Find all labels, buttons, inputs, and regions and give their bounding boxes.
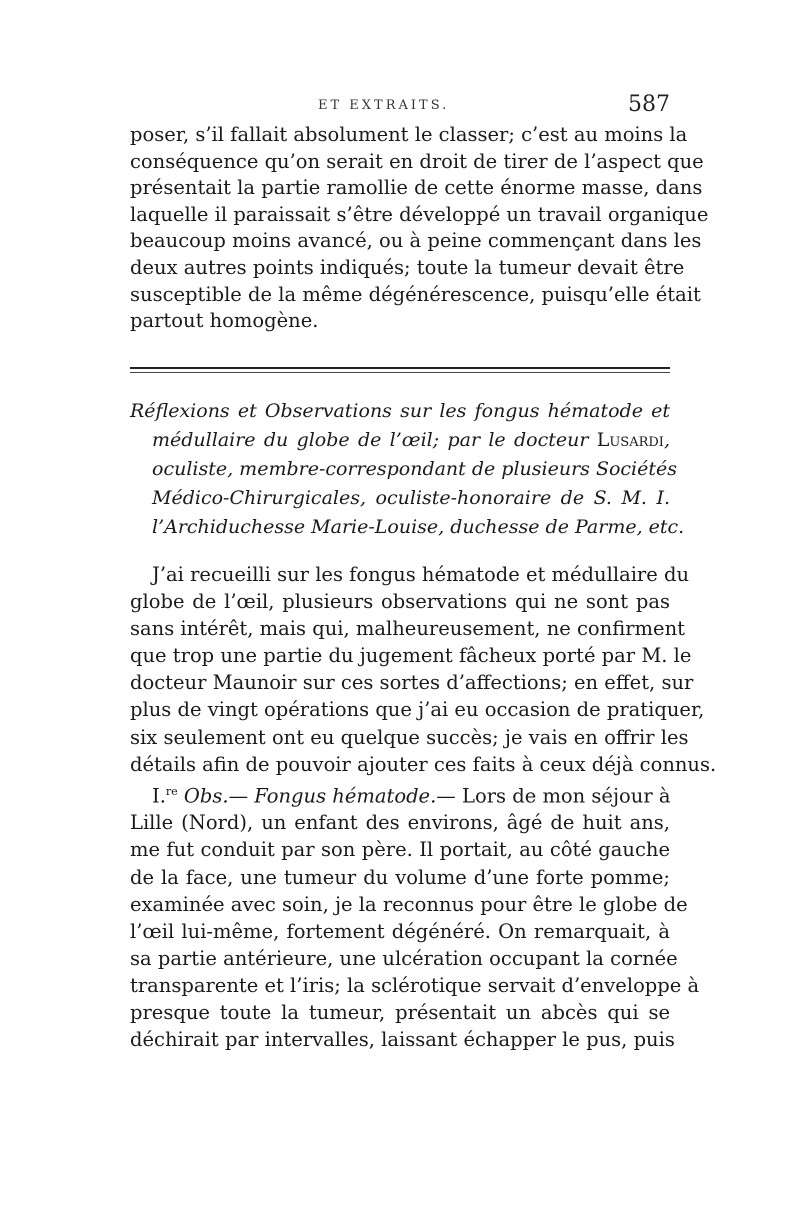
text-line: presque toute la tumeur, présentait un abcès qui se bbox=[130, 1001, 670, 1024]
article-title bbox=[130, 397, 685, 542]
observation-number-sup: re bbox=[165, 784, 178, 798]
text-line: sa partie antérieure, une ulcération occupant la cornée bbox=[130, 946, 678, 970]
title-line: Médico-Chirurgicales, oculiste-honoraire de S. M. I. bbox=[152, 487, 670, 509]
section-divider-thick bbox=[130, 367, 670, 369]
text-line: deux autres points indiqués; toute la tumeur devait être bbox=[130, 255, 685, 279]
text-line: poser, s’il fallait absolument le classer; c’est au moins la bbox=[130, 123, 688, 146]
text-line: laquelle il paraissait s’être développé un travail organique bbox=[130, 202, 709, 226]
observation-text: Lors de mon séjour à bbox=[462, 784, 671, 808]
text-line: que trop une partie du jugement fâcheux porté par M. le bbox=[130, 644, 692, 668]
text-line: sans intérêt, mais qui, malheureusement, ne confirment bbox=[130, 617, 685, 641]
text-line: détails afin de pouvoir ajouter ces faits à ceux déjà connus. bbox=[130, 752, 717, 776]
title-line: Réflexions et Observations sur les fongus hématode et bbox=[130, 400, 670, 422]
text-line: globe de l’œil, plusieurs observations qui ne sont pas bbox=[130, 590, 670, 614]
text-line: l’œil lui-même, fortement dégénéré. On remarquait, à bbox=[130, 919, 670, 943]
title-line-text: médullaire du globe de l’œil; par le docteur bbox=[152, 429, 589, 451]
page-header bbox=[130, 92, 670, 120]
text-line: J’ai recueilli sur les fongus hématode et médullaire du bbox=[152, 563, 690, 586]
observation-label: Obs.— Fongus hématode.— bbox=[183, 784, 456, 808]
intro-paragraph bbox=[130, 122, 709, 335]
author-name: Lusardi bbox=[596, 429, 664, 451]
text-line: susceptible de la même dégénérescence, puisqu’elle était bbox=[130, 282, 701, 306]
running-head: ET EXTRAITS. bbox=[318, 98, 450, 113]
page-number: 587 bbox=[628, 92, 670, 117]
text-line: déchirait par intervalles, laissant échapper le pus, puis bbox=[130, 1028, 675, 1052]
article-body bbox=[130, 561, 717, 1053]
title-line-punct: , bbox=[663, 429, 670, 451]
text-line: partout homogène. bbox=[130, 309, 319, 333]
text-line: six seulement ont eu quelque succès; je vais en offrir les bbox=[130, 725, 689, 749]
observation-heading-line bbox=[130, 778, 670, 810]
title-line bbox=[130, 426, 670, 455]
text-line: conséquence qu’on serait en droit de tirer de l’aspect que bbox=[130, 149, 704, 173]
text-line: plus de vingt opérations que j’ai eu occasion de pratiquer, bbox=[130, 698, 705, 722]
observation-number: I. bbox=[152, 784, 166, 808]
text-line: Lille (Nord), un enfant des environs, âgé de huit ans, bbox=[130, 811, 670, 835]
title-line: oculiste, membre-correspondant de plusieurs Sociétés bbox=[152, 458, 677, 480]
text-line: me fut conduit par son père. Il portait, au côté gauche bbox=[130, 838, 670, 862]
text-line: docteur Maunoir sur ces sortes d’affections; en effet, sur bbox=[130, 671, 694, 695]
title-line: l’Archiduchesse Marie-Louise, duchesse de Parme, etc. bbox=[152, 516, 685, 538]
text-line: de la face, une tumeur du volume d’une forte pomme; bbox=[130, 865, 670, 889]
text-line: présentait la partie ramollie de cette énorme masse, dans bbox=[130, 176, 703, 200]
text-line: examinée avec soin, je la reconnus pour être le globe de bbox=[130, 892, 688, 916]
text-line: transparente et l’iris; la sclérotique servait d’enveloppe à bbox=[130, 973, 700, 997]
text-line: beaucoup moins avancé, ou à peine commençant dans les bbox=[130, 229, 702, 253]
section-divider-thin bbox=[130, 372, 670, 373]
